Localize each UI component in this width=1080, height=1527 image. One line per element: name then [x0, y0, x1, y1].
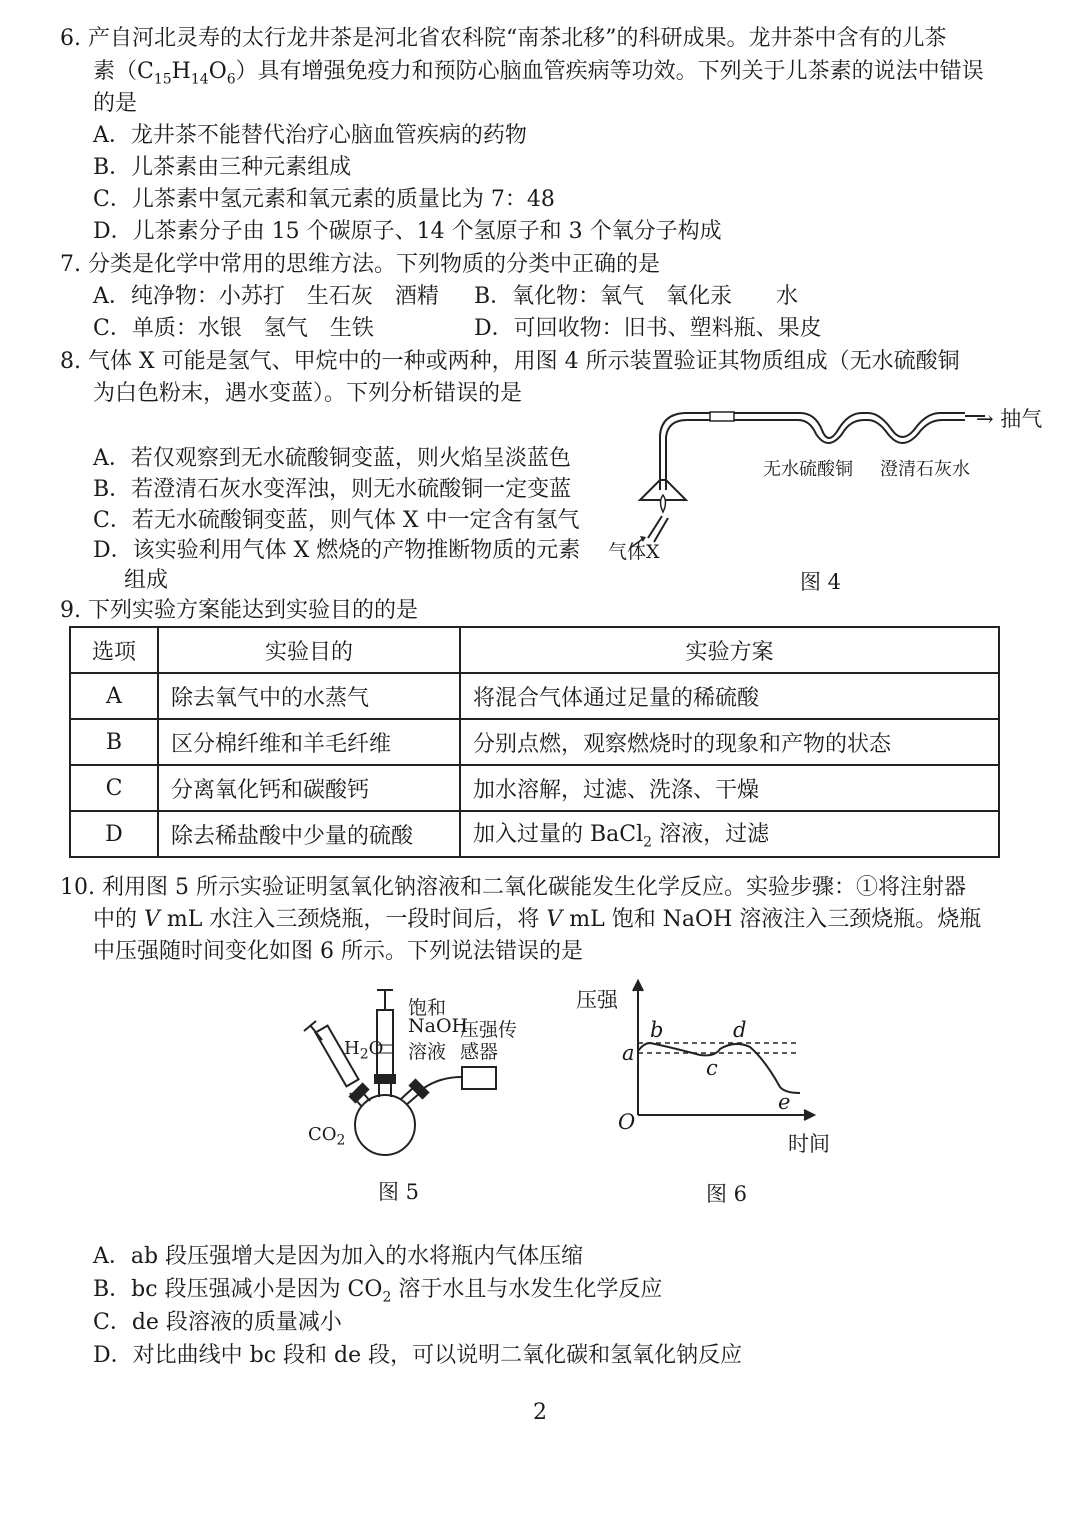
text: mL 饱和 NaOH 溶液注入三颈烧瓶。烧瓶: [562, 907, 982, 932]
q8-option-b: B．若澄清石灰水变浑浊，则无水硫酸铜一定变蓝: [93, 477, 572, 502]
q10-option-b: [93, 1275, 662, 1312]
fig5-sat-label: 饱和: [408, 997, 447, 1019]
row-option: C: [70, 765, 158, 811]
subscript: 14: [190, 71, 209, 88]
q6-option-a: A．龙井茶不能替代治疗心脑血管疾病的药物: [93, 123, 527, 148]
q6-stem-line1: 6. 产自河北灵寿的太行龙井茶是河北省农科院“南茶北移”的科研成果。龙井茶中含有的儿茶: [60, 26, 947, 51]
text: 溶于水且与水发生化学反应: [391, 1277, 663, 1302]
fig4-gas-label: 气体X: [608, 541, 660, 563]
q8-option-c: C．若无水硫酸铜变蓝，则气体 X 中一定含有氢气: [93, 508, 580, 533]
page-number: 2: [533, 1400, 547, 1425]
q6-option-d: D．儿茶素分子由 15 个碳原子、14 个氢原子和 3 个氧分子构成: [93, 219, 722, 244]
subscript: 2: [359, 1046, 369, 1063]
row-option: B: [70, 719, 158, 765]
q10-stem-line1: 10. 利用图 5 所示实验证明氢氧化钠溶液和二氧化碳能发生化学反应。实验步骤：①将注射器: [60, 875, 966, 900]
q10-option-c: C．de 段溶液的质量减小: [93, 1310, 342, 1335]
text: mL 水注入三颈烧瓶，一段时间后，将: [159, 907, 547, 932]
q7-option-b: B．氧化物：氧气 氧化汞 水: [474, 284, 799, 309]
row-plan: [460, 811, 999, 857]
fig5-sensor-label1: 压强传: [460, 1019, 518, 1041]
table-row: [70, 719, 999, 765]
subscript: 2: [643, 834, 653, 851]
text: ）具有增强免疫力和预防心脑血管疾病等功效。下列关于儿茶素的说法中错误: [235, 59, 984, 84]
fig6-y-label: 压强: [576, 988, 618, 1012]
q10-option-d: D．对比曲线中 bc 段和 de 段，可以说明二氧化碳和氢氧化钠反应: [93, 1343, 743, 1368]
q7-option-c: C．单质：水银 氢气 生铁: [93, 316, 374, 341]
q7-option-d: D．可回收物：旧书、塑料瓶、果皮: [474, 316, 822, 341]
row-goal: 分离氧化钙和碳酸钙: [158, 765, 460, 811]
q6-stem-line2: [93, 57, 984, 94]
text: 加入过量的 BaCl: [473, 822, 644, 848]
q7-stem: 7. 分类是化学中常用的思维方法。下列物质的分类中正确的是: [60, 252, 660, 277]
pressure-curve: [638, 1043, 800, 1093]
fig6-origin-label: O: [618, 1110, 636, 1134]
table-row: [70, 811, 999, 857]
subscript: 6: [226, 71, 236, 88]
fig5-sensor-label2: 感器: [460, 1041, 499, 1063]
fig6-caption: 图 6: [706, 1182, 748, 1206]
variable: V: [546, 907, 563, 932]
fig5-water-label: [344, 1038, 383, 1063]
fig4-caption: 图 4: [800, 570, 842, 594]
text: O: [208, 59, 227, 84]
row-goal: 除去氧气中的水蒸气: [158, 673, 460, 719]
subscript: 2: [336, 1132, 346, 1149]
fig6-point-b: b: [650, 1018, 664, 1042]
row-goal: 除去稀盐酸中少量的硫酸: [158, 811, 460, 857]
q8-option-a: A．若仅观察到无水硫酸铜变蓝，则火焰呈淡蓝色: [93, 446, 571, 471]
fig4-cuso4-label: 无水硫酸铜: [763, 459, 853, 480]
fig4-lime-label: 澄清石灰水: [880, 459, 970, 480]
flame-icon: [661, 495, 666, 512]
table-row: [70, 673, 999, 719]
fig6-point-e: e: [778, 1090, 791, 1114]
q6-option-c: C．儿茶素中氢元素和氧元素的质量比为 7：48: [93, 187, 555, 212]
row-plan: 分别点燃，观察燃烧时的现象和产物的状态: [460, 719, 999, 765]
text: 溶液，过滤: [652, 822, 770, 848]
text: H: [171, 59, 191, 84]
q6-stem-line3: 的是: [93, 91, 138, 116]
fig6-x-label: 时间: [788, 1132, 830, 1156]
q8-option-d-line2: 组成: [124, 568, 169, 593]
q10-stem-line2: [93, 905, 981, 935]
row-option: A: [70, 673, 158, 719]
text: O: [368, 1038, 384, 1059]
q10-stem-line3: 中压强随时间变化如图 6 所示。下列说法错误的是: [93, 939, 583, 964]
fig6-point-c: c: [706, 1056, 718, 1080]
q9-stem: 9. 下列实验方案能达到实验目的的是: [60, 598, 418, 623]
text: 中的: [93, 907, 144, 932]
row-plan: 加水溶解，过滤、洗涤、干燥: [460, 765, 999, 811]
header-plan: 实验方案: [460, 627, 999, 673]
subscript: 2: [382, 1289, 392, 1306]
text: B．bc 段压强减小是因为 CO: [93, 1277, 383, 1302]
fig6-point-a: a: [622, 1041, 635, 1065]
figure-6-graph: [600, 975, 840, 1145]
q8-stem-line1: 8. 气体 X 可能是氢气、甲烷中的一种或两种，用图 4 所示装置验证其物质组成（无水硫酸铜: [60, 349, 960, 374]
header-goal: 实验目的: [158, 627, 460, 673]
subscript: 15: [153, 71, 172, 88]
q10-option-a: A．ab 段压强增大是因为加入的水将瓶内气体压缩: [93, 1244, 584, 1269]
pressure-sensor: [462, 1067, 496, 1089]
table-header-row: [70, 627, 999, 673]
fig5-caption: 图 5: [378, 1180, 420, 1204]
q8-stem-line2: 为白色粉末，遇水变蓝）。下列分析错误的是: [93, 381, 523, 406]
table-row: [70, 765, 999, 811]
fig5-co2-label: [308, 1124, 345, 1149]
q9-table: [69, 626, 1000, 858]
fig5-naoh-label: NaOH: [408, 1015, 469, 1037]
row-plan: 将混合气体通过足量的稀硫酸: [460, 673, 999, 719]
q7-option-a: A．纯净物：小苏打 生石灰 酒精: [93, 284, 439, 309]
fig6-point-d: d: [733, 1018, 747, 1042]
q6-option-b: B．儿茶素由三种元素组成: [93, 155, 352, 180]
text: 素（C: [93, 59, 154, 84]
header-option: 选项: [70, 627, 158, 673]
variable: V: [144, 907, 160, 932]
q8-option-d-line1: D．该实验利用气体 X 燃烧的产物推断物质的元素: [93, 538, 581, 563]
fig4-pump-label: → 抽气: [976, 407, 1043, 431]
row-goal: 区分棉纤维和羊毛纤维: [158, 719, 460, 765]
text: CO: [308, 1124, 337, 1145]
row-option: D: [70, 811, 158, 857]
text: H: [344, 1038, 360, 1059]
fig5-sol-label: 溶液: [408, 1041, 447, 1063]
